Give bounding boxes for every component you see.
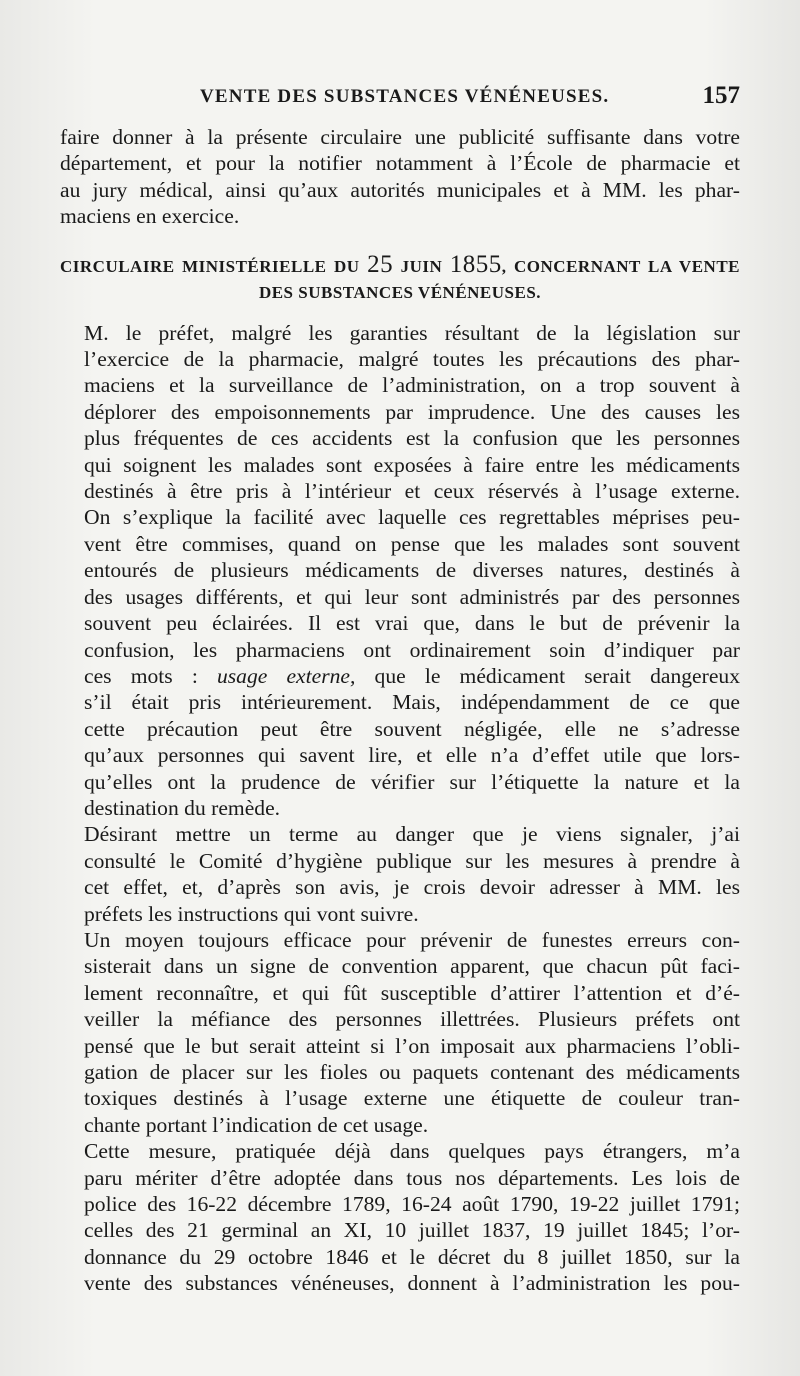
text-line: s’il était pris intérieurement. Mais, indépendamment de ce que (84, 690, 740, 715)
text-line: sisterait dans un signe de convention apparent, que chacun pût faci- (84, 954, 740, 979)
text-line: destination du remède. (84, 795, 281, 820)
text-line: donnance du 29 octobre 1846 et le décret du 8 juillet 1850, sur la (84, 1244, 740, 1269)
text-line: On s’explique la facilité avec laquelle ces regrettables méprises peu- (84, 505, 740, 530)
text-line: entourés de plusieurs médicaments de diverses natures, destinés à (84, 558, 740, 583)
text-line: Cette mesure, pratiquée déjà dans quelques pays étrangers, m’a (84, 1139, 740, 1164)
text-line: déplorer des empoisonnements par imprudence. Une des causes les (84, 399, 740, 424)
text-line: cette précaution peut être souvent négligée, elle ne s’adresse (84, 716, 740, 741)
heading-line-1: CIRCULAIRE MINISTÉRIELLE DU 25 JUIN 1855, CONCERNANT LA VENTE (60, 250, 740, 278)
text-line: destinés à être pris à l’intérieur et ceux réservés à l’usage externe. (84, 479, 740, 504)
text-line: souvent peu éclairées. Il est vrai que, dans le but de prévenir la (84, 611, 740, 636)
text-line: qu’aux personnes qui savent lire, et elle n’a d’effet utile que lors- (84, 743, 740, 768)
running-title: VENTE DES SUBSTANCES VÉNÉNEUSES. (200, 86, 610, 107)
text-line: Désirant mettre un terme au danger que je viens signaler, j’ai (84, 822, 740, 847)
text-line: au jury médical, ainsi qu’aux autorités municipales et à MM. les phar- (60, 177, 740, 202)
heading-line-2: DES SUBSTANCES VÉNÉNEUSES. (258, 282, 542, 302)
text-line: des usages différents, et qui leur sont administrés par des personnes (84, 584, 740, 609)
paragraph-2 (60, 821, 740, 927)
text-line-with-italic: ces mots : usage externe, que le médicament serait dangereux (84, 663, 741, 688)
italic-phrase: usage externe, (216, 663, 356, 688)
page-number: 157 (702, 82, 740, 109)
text-line: vente des substances vénéneuses, donnent à l’administration les pou- (84, 1271, 740, 1296)
text-line: vent être commises, quand on pense que les malades sont souvent (84, 531, 740, 556)
text-line: faire donner à la présente circulaire une publicité suffisante dans votre (60, 125, 740, 149)
text-line: celles des 21 germinal an XI, 10 juillet 1837, 19 juillet 1845; l’or- (84, 1218, 740, 1243)
text-line: pensé que le but serait atteint si l’on imposait aux pharmaciens l’obli- (84, 1033, 740, 1058)
text-line: préfets les instructions qui vont suivre. (84, 901, 419, 926)
text-line: qui soignent les malades sont exposées à faire entre les médicaments (84, 452, 740, 477)
paragraph-3 (60, 927, 740, 1138)
intro-paragraph (60, 124, 740, 230)
text-line: chante portant l’indication de cet usage. (84, 1112, 429, 1137)
text-line: département, et pour la notifier notamment à l’École de pharmacie et (60, 151, 740, 176)
text-line: gation de placer sur les fioles ou paquets contenant des médicaments (84, 1060, 740, 1084)
text-line: police des 16-22 décembre 1789, 16-24 août 1790, 19-22 juillet 1791; (84, 1192, 740, 1217)
text-line: confusion, les pharmaciens ont ordinairement soin d’indiquer par (84, 637, 740, 662)
text-line: cet effet, et, d’après son avis, je crois devoir adresser à MM. les (84, 875, 740, 900)
text-line: toxiques destinés à l’usage externe une étiquette de couleur tran- (84, 1086, 740, 1111)
body-text (60, 124, 740, 1297)
text-line: Un moyen toujours efficace pour prévenir de funestes erreurs con- (84, 927, 740, 952)
page-header (60, 82, 740, 116)
text-line: lement reconnaître, et qui fût susceptible d’attirer l’attention et d’é- (84, 980, 740, 1005)
text-line: maciens et la surveillance de l’administration, on a trop souvent à (84, 373, 740, 398)
text-line: M. le préfet, malgré les garanties résultant de la législation sur (84, 320, 740, 345)
paragraph-1 (60, 320, 740, 822)
text-line: plus fréquentes de ces accidents est la confusion que les personnes (84, 426, 740, 451)
text-line: paru mériter d’être adoptée dans tous nos départements. Les lois de (84, 1165, 740, 1190)
section-heading (60, 252, 740, 306)
text-line: maciens en exercice. (60, 204, 240, 229)
text-line: qu’elles ont la prudence de vérifier sur l’étiquette la nature et la (84, 769, 740, 794)
paragraph-4 (60, 1138, 740, 1296)
text-line: consulté le Comité d’hygiène publique sur les mesures à prendre à (84, 848, 740, 873)
text-line: l’exercice de la pharmacie, malgré toutes les précautions des phar- (84, 347, 740, 372)
text-line: veiller la méfiance des personnes illettrées. Plusieurs préfets ont (84, 1007, 740, 1032)
